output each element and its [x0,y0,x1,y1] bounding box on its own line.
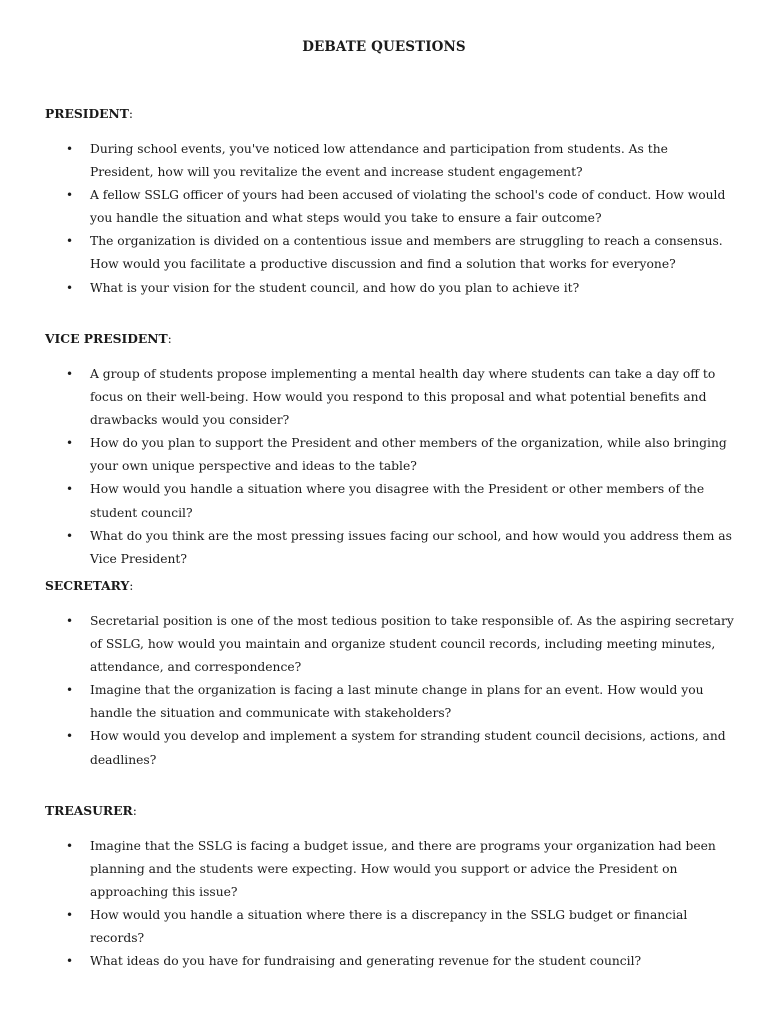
section-heading-colon: : [128,107,134,121]
question-list [45,363,735,571]
list-item [45,725,735,771]
question-text: A group of students propose implementing a mental health day where students can take a day off to focus on their well-being. How would you respond to this proposal and what potential benefits and drawbacks would you consider? [90,367,716,428]
section-heading-label: VICE PRESIDENT [45,331,168,346]
list-item [45,478,735,524]
question-list [45,610,735,772]
section-president [45,106,735,300]
section-treasurer [45,803,735,974]
section-heading-label: TREASURER [45,803,133,818]
section-heading-colon: : [132,804,137,818]
bullet-icon: • [66,188,74,203]
question-list [45,138,735,300]
list-item [45,610,735,679]
question-text: The organization is divided on a contentious issue and members are struggling to reach a consensus. How would you facilitate a productive discussion and find a solution that works for everyone? [90,234,723,272]
section-heading-colon: : [129,579,134,593]
question-text: Imagine that the SSLG is facing a budget issue, and there are programs your organization had been planning and the students were expecting. How would you support or advice the President on approaching this issue? [90,839,716,900]
question-text: Imagine that the organization is facing a last minute change in plans for an event. How would you handle the situation and communicate with stakeholders? [90,683,704,721]
bullet-icon: • [66,436,74,451]
list-item [45,679,735,725]
question-text: How do you plan to support the President and other members of the organization, while also bringing your own unique perspective and ideas to the table? [90,436,727,474]
bullet-icon: • [66,683,74,698]
bullet-icon: • [66,367,74,381]
bullet-icon: • [66,482,74,497]
bullet-icon: • [66,142,74,156]
question-list [45,835,735,974]
list-item [45,277,735,300]
question-text: Secretarial position is one of the most tedious position to take responsible of. As the aspiring secretary of SSLG, how would you maintain and organize student council records, including meeting minutes, attendance, and correspondence? [90,614,734,675]
question-text: How would you handle a situation where there is a discrepancy in the SSLG budget or financial records? [90,908,688,946]
question-text: A fellow SSLG officer of yours had been accused of violating the school's code of conduct. How would you handle the situation and what steps would you take to ensure a fair outcome? [90,188,726,226]
question-text: What ideas do you have for fundraising and generating revenue for the student council? [90,954,642,969]
bullet-icon: • [66,908,74,923]
section-heading [45,106,735,122]
section-heading [45,331,735,347]
document-title: DEBATE QUESTIONS [302,39,466,55]
section-heading [45,578,735,594]
bullet-icon: • [66,839,74,853]
list-item [45,950,735,973]
list-item [45,835,735,904]
section-heading-label: SECRETARY [45,578,130,593]
bullet-icon: • [66,954,74,969]
bullet-icon: • [66,280,74,295]
list-item [45,184,735,230]
question-text: What do you think are the most pressing issues facing our school, and how would you address them as Vice President? [90,528,732,566]
question-text: How would you develop and implement a system for stranding student council decisions, actions, and deadlines? [90,729,726,767]
section-heading [45,803,735,819]
list-item [45,230,735,276]
bullet-icon: • [66,729,74,744]
list-item [45,363,735,432]
question-text: How would you handle a situation where you disagree with the President or other members of the student council? [90,482,705,520]
section-secretary [45,578,735,772]
question-text: During school events, you've noticed low attendance and participation from students. As the President, how will you revitalize the event and increase student engagement? [90,142,668,180]
section-vice-president [45,331,735,571]
list-item [45,904,735,950]
list-item [45,138,735,184]
section-heading-colon: : [167,332,172,346]
bullet-icon: • [66,614,74,628]
list-item [45,432,735,478]
section-heading-label: PRESIDENT [45,106,129,121]
list-item [45,525,735,571]
bullet-icon: • [66,528,74,543]
bullet-icon: • [66,234,74,249]
question-text: What is your vision for the student council, and how do you plan to achieve it? [90,280,580,295]
